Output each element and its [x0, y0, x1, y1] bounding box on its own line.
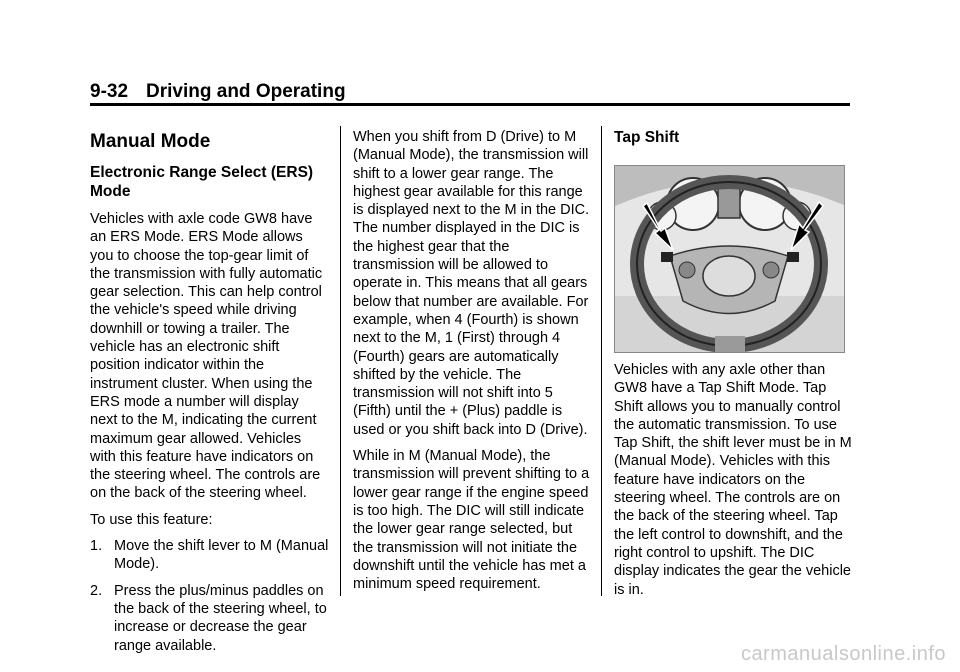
steering-wheel-illustration-icon	[615, 166, 845, 353]
column-divider-1	[340, 126, 341, 596]
header-rule	[90, 103, 850, 106]
header-text	[90, 80, 850, 104]
page-number: 9-32	[90, 81, 129, 102]
steps-list	[90, 537, 330, 655]
tap-shift-heading: Tap Shift	[614, 129, 680, 146]
column-3	[614, 125, 854, 607]
column-2	[353, 128, 593, 601]
step-number: 1.	[90, 538, 103, 555]
section-title: Driving and Operating	[146, 81, 346, 102]
column-divider-2	[601, 126, 602, 596]
watermark: carmanualsonline.info	[740, 643, 946, 665]
tap-shift-paragraph: Vehicles with any axle other than GW8 have a Tap Shift Mode. Tap Shift allows you to manually control the automatic transmission. To use Tap Shift, the shift lever must be in M (Manual Mode). Vehicles with this feature have indicators on the steering wheel. The controls are on the back of the steering wheel. Tap the left control to downshift, and the right control to upshift. The DIC display indicates the gear the vehicle is in.	[614, 362, 852, 598]
step-2	[90, 582, 330, 655]
use-feature-paragraph: To use this feature:	[90, 511, 213, 528]
ers-mode-heading: Electronic Range Select (ERS) Mode	[90, 164, 314, 200]
step-text: Press the plus/minus paddles on the back of the steering wheel, to increase or decrease the gear range available.	[114, 582, 327, 654]
manual-mode-paragraph: While in M (Manual Mode), the transmission will prevent shifting to a lower gear range if the engine speed is too high. The DIC will still indicate the lower gear range selected, but the transmission will not initiate the downshift until the vehicle has met a minimum speed requirement.	[353, 448, 590, 593]
manual-mode-heading: Manual Mode	[90, 131, 211, 152]
column-1	[90, 125, 330, 663]
step-1	[90, 537, 330, 574]
shift-paragraph: When you shift from D (Drive) to M (Manual Mode), the transmission will shift to a lower gear range. The highest gear available for this range is displayed next to the M in the DIC. The number displayed in the DIC is the highest gear that the transmission will be allowed to operate in. This means that all gears below that number are available. For example, when 4 (Fourth) is shown next to the M, 1 (First) through 4 (Fourth) gears are automatically shifted by the vehicle. The transmission will not shift into 5 (Fifth) until the + (Plus) paddle is used or you shift back into D (Drive).	[353, 129, 590, 438]
step-number: 2.	[90, 582, 103, 599]
ers-paragraph: Vehicles with axle code GW8 have an ERS Mode. ERS Mode allows you to choose the top-gear limit of the transmission with fully automatic gear selection. This can help control the vehicle's speed while driving downhill or towing a trailer. The vehicle has an electronic shift position indicator within the instrument cluster. When using the ERS mode a number will display next to the M, indicating the current maximum gear allowed. Vehicles with this feature have indicators on the steering wheel. The controls are on the back of the steering wheel.	[90, 211, 323, 502]
step-text: Move the shift lever to M (Manual Mode).	[114, 538, 329, 573]
steering-wheel-figure	[614, 165, 845, 353]
